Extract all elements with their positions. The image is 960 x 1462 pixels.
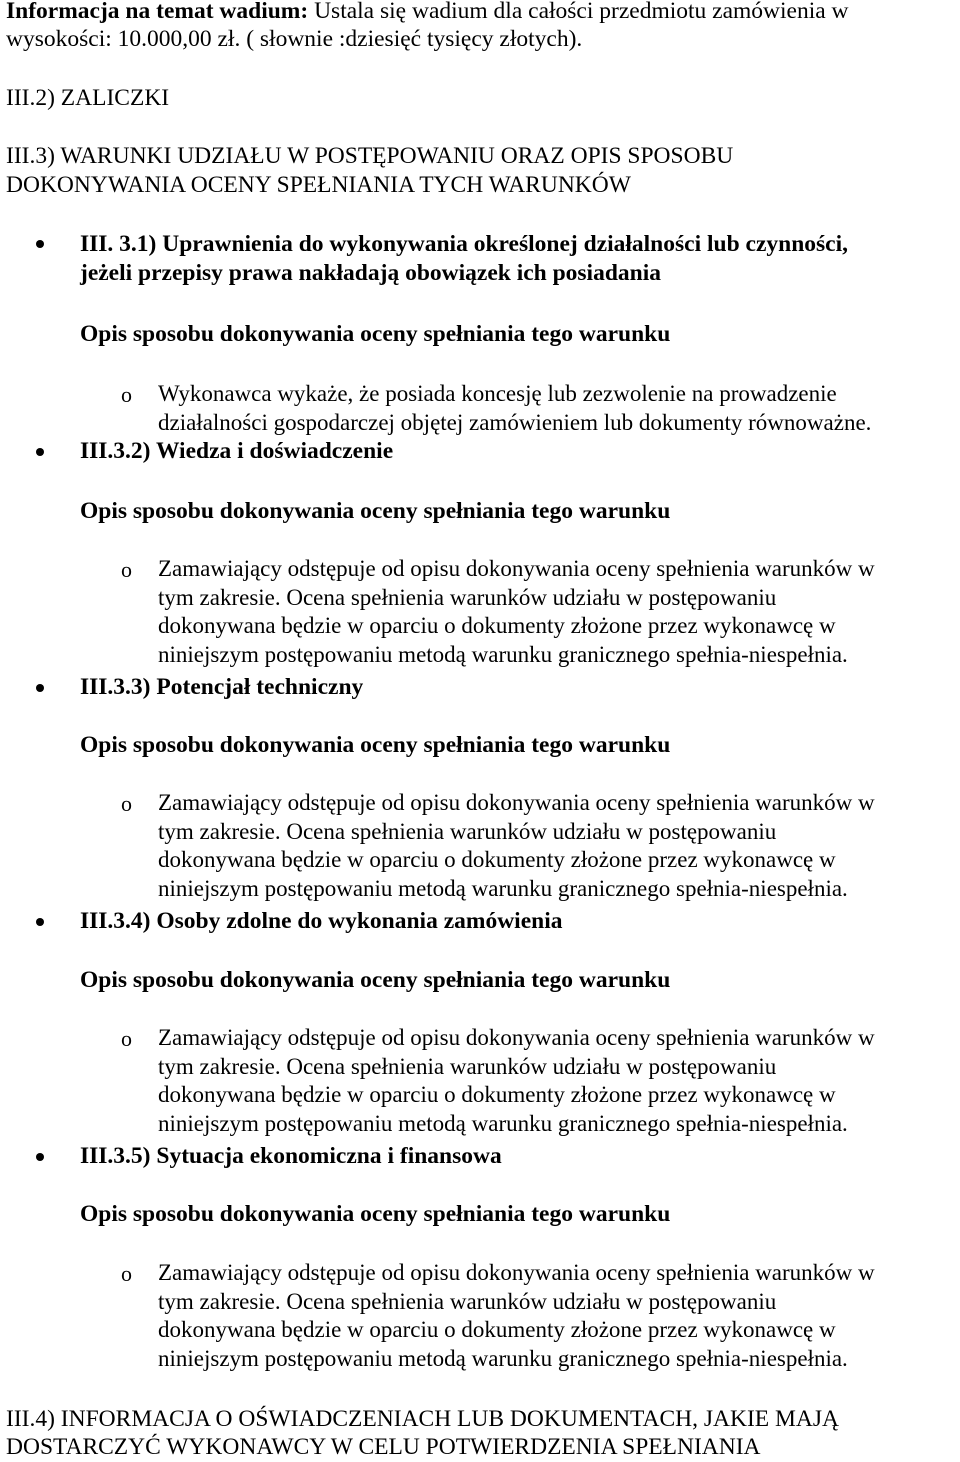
desc-line: Zamawiający odstępuje od opisu dokonywania oceny spełnienia warunków w	[158, 1260, 875, 1285]
section-3-1-title-line-1: III. 3.1) Uprawnienia do wykonywania określonej działalności lub czynności,	[80, 231, 848, 257]
desc-line: Zamawiający odstępuje od opisu dokonywania oceny spełnienia warunków w	[158, 556, 875, 581]
warunki-heading-line-1: III.3) WARUNKI UDZIAŁU W POSTĘPOWANIU ORAZ OPIS SPOSOBU	[6, 143, 734, 169]
opis-heading: Opis sposobu dokonywania oceny spełniania tego warunku	[80, 321, 671, 347]
section-3-1-desc	[158, 380, 871, 437]
bullet-icon	[36, 918, 44, 926]
sub-bullet-icon: o	[121, 557, 132, 582]
opis-heading: Opis sposobu dokonywania oceny spełniania tego warunku	[80, 732, 671, 758]
section-3-3-desc	[158, 789, 875, 903]
bullet-icon	[36, 684, 44, 692]
desc-line: dokonywana będzie w oparciu o dokumenty złożone przez wykonawcę w	[158, 613, 836, 638]
sub-bullet-icon: o	[121, 382, 132, 407]
bullet-icon	[36, 1153, 44, 1161]
desc-line: Zamawiający odstępuje od opisu dokonywania oceny spełnienia warunków w	[158, 790, 875, 815]
bullet-icon	[36, 240, 44, 248]
section-3-1-title-line-2: jeżeli przepisy prawa nakładają obowiązek ich posiadania	[80, 260, 662, 286]
warunki-heading-line-2: DOKONYWANIA OCENY SPEŁNIANIA TYCH WARUNKÓW	[6, 172, 631, 198]
section-3-3-title: III.3.3) Potencjał techniczny	[80, 674, 364, 700]
sub-bullet-icon: o	[121, 1261, 132, 1286]
desc-line: tym zakresie. Ocena spełnienia warunków udziału w postępowaniu	[158, 1053, 777, 1079]
desc-line: niniejszym postępowaniu metodą warunku granicznego spełnia-niespełnia.	[158, 1345, 848, 1371]
sub-bullet-icon: o	[121, 1026, 132, 1051]
desc-line: niniejszym postępowaniu metodą warunku granicznego spełnia-niespełnia.	[158, 1110, 848, 1136]
desc-line: dokonywana będzie w oparciu o dokumenty złożone przez wykonawcę w	[158, 1317, 836, 1342]
wadium-text: Ustala się wadium dla całości przedmiotu zamówienia w	[308, 0, 849, 24]
opis-heading: Opis sposobu dokonywania oceny spełniania tego warunku	[80, 967, 671, 993]
section-3-5-desc	[158, 1259, 875, 1373]
zaliczki-heading: III.2) ZALICZKI	[6, 85, 170, 111]
desc-line: dokonywana będzie w oparciu o dokumenty złożone przez wykonawcę w	[158, 847, 836, 872]
desc-line: działalności gospodarczej objętej zamówieniem lub dokumenty równoważne.	[158, 409, 872, 435]
section-3-4-title: III.3.4) Osoby zdolne do wykonania zamówienia	[80, 908, 563, 934]
opis-heading: Opis sposobu dokonywania oceny spełniania tego warunku	[80, 498, 671, 524]
wadium-line-1	[6, 0, 849, 26]
desc-line: Zamawiający odstępuje od opisu dokonywania oceny spełnienia warunków w	[158, 1025, 875, 1050]
bullet-icon	[36, 448, 44, 456]
section-3-4-heading-line-1: III.4) INFORMACJA O OŚWIADCZENIACH LUB DOKUMENTACH, JAKIE MAJĄ	[6, 1406, 839, 1432]
wadium-line-2: wysokości: 10.000,00 zł. ( słownie :dziesięć tysięcy złotych).	[6, 26, 583, 52]
desc-line: dokonywana będzie w oparciu o dokumenty złożone przez wykonawcę w	[158, 1082, 836, 1107]
sub-bullet-icon: o	[121, 791, 132, 816]
desc-line: tym zakresie. Ocena spełnienia warunków udziału w postępowaniu	[158, 584, 777, 610]
wadium-label: Informacja na temat wadium:	[6, 0, 309, 24]
desc-line: niniejszym postępowaniu metodą warunku granicznego spełnia-niespełnia.	[158, 875, 848, 901]
desc-line: tym zakresie. Ocena spełnienia warunków udziału w postępowaniu	[158, 1288, 777, 1314]
opis-heading: Opis sposobu dokonywania oceny spełniania tego warunku	[80, 1201, 671, 1227]
section-3-2-desc	[158, 555, 875, 669]
desc-line: Wykonawca wykaże, że posiada koncesję lub zezwolenie na prowadzenie	[158, 381, 837, 406]
section-3-4-heading-line-2: DOSTARCZYĆ WYKONAWCY W CELU POTWIERDZENIA SPEŁNIANIA	[6, 1434, 761, 1460]
section-3-5-title: III.3.5) Sytuacja ekonomiczna i finansowa	[80, 1143, 502, 1169]
desc-line: tym zakresie. Ocena spełnienia warunków udziału w postępowaniu	[158, 818, 777, 844]
desc-line: niniejszym postępowaniu metodą warunku granicznego spełnia-niespełnia.	[158, 641, 848, 667]
section-3-4-desc	[158, 1024, 875, 1138]
section-3-2-title: III.3.2) Wiedza i doświadczenie	[80, 438, 394, 464]
